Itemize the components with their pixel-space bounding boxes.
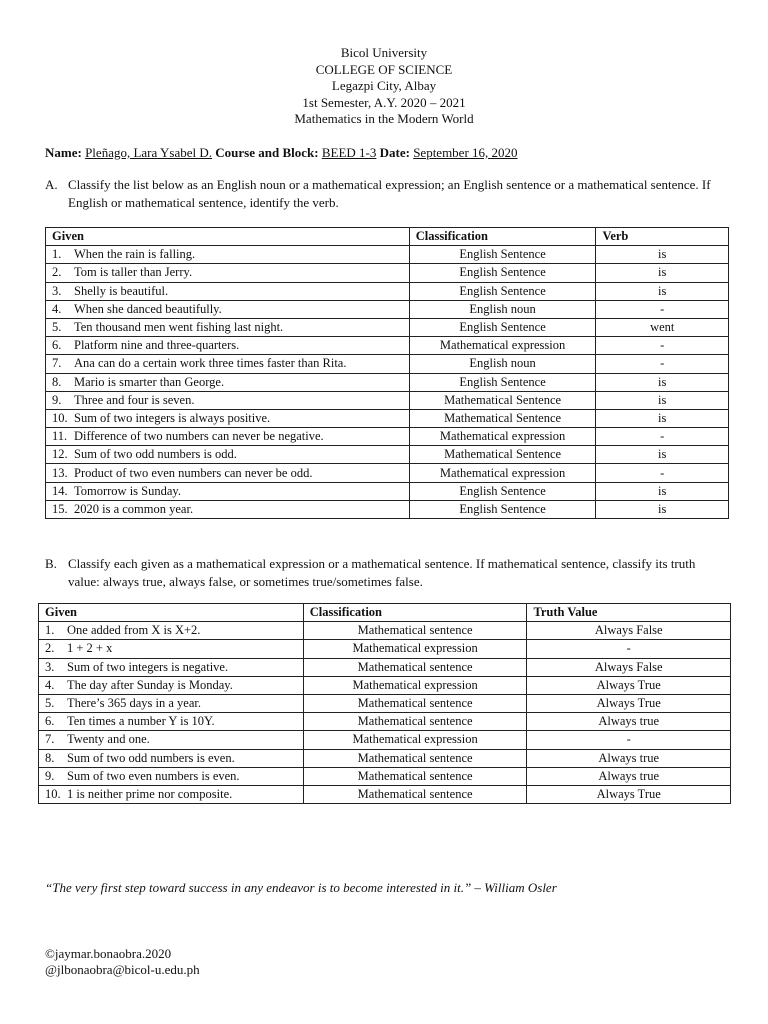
table-row xyxy=(46,428,729,446)
given-text: Tomorrow is Sunday. xyxy=(74,483,181,498)
verb-cell: - xyxy=(596,337,729,355)
truth-cell: Always true xyxy=(527,713,731,731)
given-cell xyxy=(39,622,304,640)
column-header-given: Given xyxy=(39,604,304,622)
truth-cell: Always True xyxy=(527,785,731,803)
item-number: 4. xyxy=(45,677,55,692)
table-row xyxy=(39,640,731,658)
given-text: Tom is taller than Jerry. xyxy=(74,265,193,280)
date-value: September 16, 2020 xyxy=(413,145,518,160)
classification-cell: English Sentence xyxy=(409,246,596,264)
table-row xyxy=(39,749,731,767)
given-cell xyxy=(39,713,304,731)
classification-cell: Mathematical expression xyxy=(409,337,596,355)
classification-cell: Mathematical Sentence xyxy=(409,409,596,427)
item-number: 2. xyxy=(45,641,55,656)
course-title: Mathematics in the Modern World xyxy=(294,111,474,126)
item-number: 8. xyxy=(52,374,62,389)
table-row xyxy=(46,500,729,518)
truth-cell: Always False xyxy=(527,622,731,640)
item-number: 7. xyxy=(52,356,62,371)
given-text: Mario is smarter than George. xyxy=(74,374,225,389)
classification-cell: Mathematical sentence xyxy=(303,694,527,712)
classification-cell: Mathematical expression xyxy=(303,676,527,694)
classification-cell: English Sentence xyxy=(409,373,596,391)
given-cell xyxy=(46,373,410,391)
table-row xyxy=(39,713,731,731)
table-header-row xyxy=(39,604,731,622)
name-value: Pleñago, Lara Ysabel D. xyxy=(85,145,213,160)
table-row xyxy=(46,391,729,409)
email-line: @jlbonaobra@bicol-u.edu.ph xyxy=(45,962,200,977)
truth-cell: - xyxy=(527,640,731,658)
part-a-table xyxy=(45,227,729,519)
verb-cell: is xyxy=(596,373,729,391)
truth-cell: Always True xyxy=(527,676,731,694)
given-cell xyxy=(39,676,304,694)
column-header-classification: Classification xyxy=(409,228,596,246)
item-number: 11. xyxy=(52,429,68,444)
truth-cell: Always True xyxy=(527,694,731,712)
classification-cell: English noun xyxy=(409,355,596,373)
given-text: 1 + 2 + x xyxy=(67,641,113,656)
table-row xyxy=(46,482,729,500)
item-number: 9. xyxy=(52,392,62,407)
location: Legazpi City, Albay xyxy=(331,78,437,93)
item-number: 14. xyxy=(52,483,68,498)
given-text: Sum of two integers is negative. xyxy=(67,659,229,674)
given-text: Shelly is beautiful. xyxy=(74,283,169,298)
item-number: 15. xyxy=(52,501,68,516)
verb-cell: is xyxy=(596,446,729,464)
table-row xyxy=(46,355,729,373)
classification-cell: Mathematical sentence xyxy=(303,658,527,676)
item-number: 1. xyxy=(45,623,55,638)
table-row xyxy=(39,731,731,749)
given-text: The day after Sunday is Monday. xyxy=(67,677,233,692)
item-number: 7. xyxy=(45,732,55,747)
item-number: 3. xyxy=(52,283,62,298)
item-number: 2. xyxy=(52,265,62,280)
verb-cell: is xyxy=(596,409,729,427)
verb-cell: is xyxy=(596,282,729,300)
given-cell xyxy=(46,428,410,446)
classification-cell: Mathematical sentence xyxy=(303,622,527,640)
given-cell xyxy=(46,337,410,355)
given-text: Sum of two odd numbers is even. xyxy=(67,750,235,765)
column-header-truth-value: Truth Value xyxy=(527,604,731,622)
university-name: Bicol University xyxy=(340,45,428,60)
given-cell xyxy=(46,318,410,336)
item-number: 4. xyxy=(52,301,62,316)
part-b-text: Classify each given as a mathematical expression or a mathematical sentence. If mathematical sentence, classify its truth value: always true, always false, or sometimes true/sometimes false. xyxy=(68,556,696,589)
given-cell xyxy=(46,482,410,500)
truth-cell: Always true xyxy=(527,749,731,767)
table-row xyxy=(46,337,729,355)
part-a-text: Classify the list below as an English noun or a mathematical expression; an English sentence or a mathematical sentence. If English or mathematical sentence, identify the verb. xyxy=(68,177,711,210)
column-header-verb: Verb xyxy=(596,228,729,246)
given-text: 2020 is a common year. xyxy=(74,501,194,516)
course-value: BEED 1-3 xyxy=(321,145,377,160)
given-text: Sum of two odd numbers is odd. xyxy=(74,447,237,462)
given-cell xyxy=(46,300,410,318)
table-row xyxy=(46,464,729,482)
part-b-letter: B. xyxy=(45,556,57,571)
table-row xyxy=(39,694,731,712)
classification-cell: Mathematical Sentence xyxy=(409,446,596,464)
verb-cell: - xyxy=(596,464,729,482)
document-header xyxy=(0,45,768,128)
given-text: Twenty and one. xyxy=(67,732,150,747)
classification-cell: Mathematical sentence xyxy=(303,785,527,803)
footer xyxy=(45,946,200,978)
semester: 1st Semester, A.Y. 2020 – 2021 xyxy=(302,94,466,110)
given-cell xyxy=(39,694,304,712)
item-number: 6. xyxy=(52,338,62,353)
verb-cell: is xyxy=(596,391,729,409)
given-text: When the rain is falling. xyxy=(74,247,196,262)
given-cell xyxy=(46,246,410,264)
given-text: Difference of two numbers can never be negative. xyxy=(74,429,324,444)
given-cell xyxy=(39,658,304,676)
part-a-letter: A. xyxy=(45,177,58,192)
given-text: Ten times a number Y is 10Y. xyxy=(67,714,215,729)
college-name: COLLEGE OF SCIENCE xyxy=(315,61,453,77)
given-text: There’s 365 days in a year. xyxy=(67,696,201,711)
item-number: 10. xyxy=(45,786,61,801)
given-cell xyxy=(46,264,410,282)
date-label: Date: xyxy=(379,145,410,160)
given-cell xyxy=(46,391,410,409)
table-row xyxy=(46,300,729,318)
verb-cell: is xyxy=(596,246,729,264)
verb-cell: is xyxy=(596,482,729,500)
given-text: Platform nine and three-quarters. xyxy=(74,338,240,353)
course-label: Course and Block: xyxy=(215,145,319,160)
classification-cell: English Sentence xyxy=(409,318,596,336)
given-text: Three and four is seven. xyxy=(74,392,195,407)
classification-cell: English Sentence xyxy=(409,264,596,282)
given-cell xyxy=(46,446,410,464)
table-row xyxy=(39,622,731,640)
table-row xyxy=(39,767,731,785)
verb-cell: is xyxy=(596,264,729,282)
classification-cell: English Sentence xyxy=(409,500,596,518)
item-number: 9. xyxy=(45,768,55,783)
classification-cell: English Sentence xyxy=(409,282,596,300)
item-number: 10. xyxy=(52,410,68,425)
table-row xyxy=(46,446,729,464)
verb-cell: - xyxy=(596,428,729,446)
truth-cell: Always False xyxy=(527,658,731,676)
given-cell xyxy=(39,785,304,803)
table-row xyxy=(39,676,731,694)
classification-cell: Mathematical expression xyxy=(409,464,596,482)
copyright-line: ©jaymar.bonaobra.2020 xyxy=(45,946,172,961)
classification-cell: Mathematical expression xyxy=(303,731,527,749)
given-text: One added from X is X+2. xyxy=(67,623,201,638)
given-cell xyxy=(39,767,304,785)
classification-cell: English noun xyxy=(409,300,596,318)
given-cell xyxy=(39,731,304,749)
item-number: 13. xyxy=(52,465,68,480)
table-row xyxy=(46,282,729,300)
item-number: 5. xyxy=(52,320,62,335)
given-text: When she danced beautifully. xyxy=(74,301,222,316)
given-cell xyxy=(46,355,410,373)
given-text: Sum of two even numbers is even. xyxy=(67,768,240,783)
table-row xyxy=(46,264,729,282)
given-text: Sum of two integers is always positive. xyxy=(74,410,271,425)
name-label: Name: xyxy=(45,145,82,160)
item-number: 12. xyxy=(52,447,68,462)
verb-cell: - xyxy=(596,300,729,318)
given-text: Product of two even numbers can never be odd. xyxy=(74,465,313,480)
student-info xyxy=(45,145,518,161)
given-cell xyxy=(39,749,304,767)
given-cell xyxy=(46,500,410,518)
classification-cell: Mathematical sentence xyxy=(303,749,527,767)
table-header-row xyxy=(46,228,729,246)
verb-cell: went xyxy=(596,318,729,336)
part-a-instruction xyxy=(45,176,725,212)
item-number: 1. xyxy=(52,247,62,262)
table-row xyxy=(46,318,729,336)
verb-cell: is xyxy=(596,500,729,518)
given-text: Ana can do a certain work three times faster than Rita. xyxy=(74,356,347,371)
given-cell xyxy=(39,640,304,658)
part-b-instruction xyxy=(45,555,725,591)
given-cell xyxy=(46,409,410,427)
truth-cell: - xyxy=(527,731,731,749)
closing-quote: “The very first step toward success in any endeavor is to become interested in it.” – William Osler xyxy=(45,880,557,895)
column-header-given: Given xyxy=(46,228,410,246)
item-number: 3. xyxy=(45,659,55,674)
item-number: 6. xyxy=(45,714,55,729)
item-number: 8. xyxy=(45,750,55,765)
table-row xyxy=(46,246,729,264)
truth-cell: Always true xyxy=(527,767,731,785)
table-row xyxy=(46,373,729,391)
table-row xyxy=(46,409,729,427)
verb-cell: - xyxy=(596,355,729,373)
given-text: 1 is neither prime nor composite. xyxy=(67,786,233,801)
classification-cell: Mathematical sentence xyxy=(303,713,527,731)
given-cell xyxy=(46,282,410,300)
classification-cell: Mathematical Sentence xyxy=(409,391,596,409)
column-header-classification: Classification xyxy=(303,604,527,622)
table-row xyxy=(39,658,731,676)
classification-cell: Mathematical sentence xyxy=(303,767,527,785)
classification-cell: Mathematical expression xyxy=(409,428,596,446)
part-b-table xyxy=(38,603,731,804)
classification-cell: Mathematical expression xyxy=(303,640,527,658)
classification-cell: English Sentence xyxy=(409,482,596,500)
table-row xyxy=(39,785,731,803)
given-text: Ten thousand men went fishing last night. xyxy=(74,320,284,335)
given-cell xyxy=(46,464,410,482)
item-number: 5. xyxy=(45,696,55,711)
